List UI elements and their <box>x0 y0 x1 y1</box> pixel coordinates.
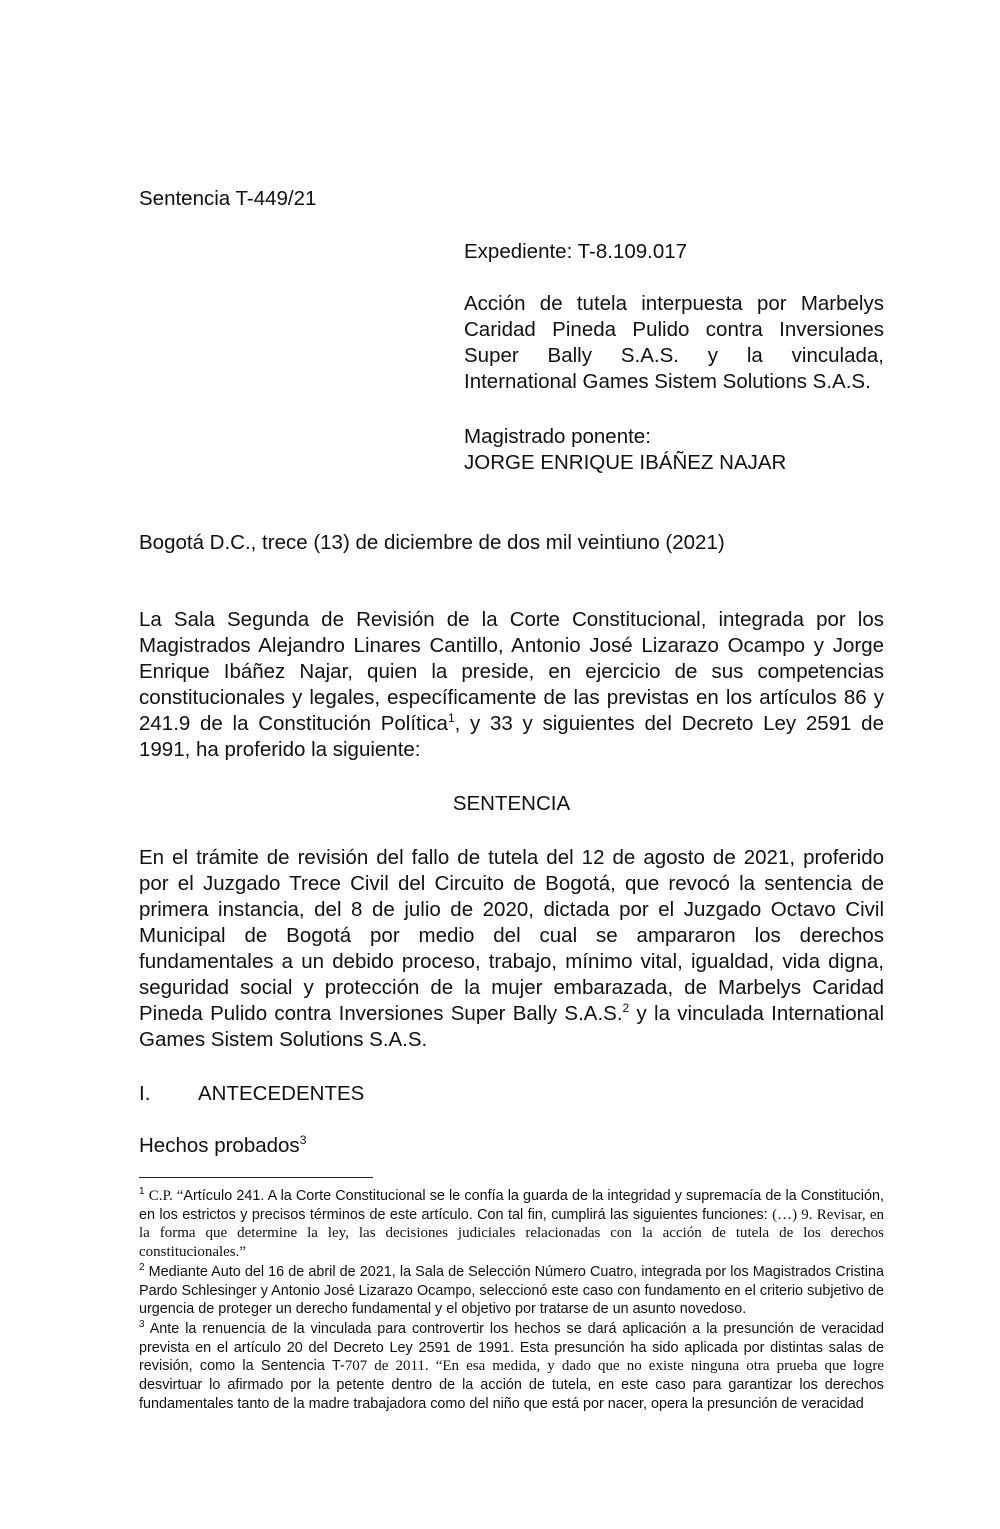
footnote-1-text-b: (…) 9. Revisar, en la forma que determine la ley, las decisiones judiciales relacionadas con la acción de tutela de los derechos constitucionales.” <box>139 1206 885 1261</box>
footnote-3-number: 3 <box>139 1319 145 1331</box>
footnote-ref-2: 2 <box>622 1001 630 1016</box>
footnote-3 <box>139 1320 884 1414</box>
intro-text-b: , y 33 y siguientes del Decreto Ley 2591 de 1991, ha proferido la siguiente: <box>139 712 884 761</box>
magistrado-label: Magistrado ponente: <box>464 425 651 448</box>
tramite-text-a: En el trámite de revisión del fallo de tutela del 12 de agosto de 2021, proferido por el Juzgado Trece Civil del Circuito de Bogotá, que revocó la sentencia de primera instancia, del 8 de julio de 2020, dictada por el Juzgado Octavo Civil Municipal de Bogotá por medio del cual se ampararon los derechos fundamentales a un debido proceso, trabajo, mínimo vital, igualdad, vida digna, seguridad social y protección de la mujer embarazada, de Marbelys Caridad Pineda Pulido contra Inversiones Super Bally S.A.S. <box>139 846 884 1025</box>
intro-text-a: La Sala Segunda de Revisión de la Corte Constitucional, integrada por los Magistrados Alejandro Linares Cantillo, Antonio José Lizarazo Ocampo y Jorge Enrique Ibáñez Najar, quien la preside, en ejercicio de sus competencias constitucionales y legales, específicamente de las previstas en los artículos 86 y 241.9 de la Constitución Política <box>139 608 884 735</box>
section-number: I. <box>139 1082 151 1105</box>
footnote-ref-1: 1 <box>447 711 455 726</box>
subsection-title <box>139 1133 306 1159</box>
footnote-1-lead: C.P. “ <box>148 1188 184 1204</box>
magistrado-name: JORGE ENRIQUE IBÁÑEZ NAJAR <box>464 451 787 474</box>
footnote-ref-3: 3 <box>299 1133 307 1148</box>
footnote-1-number: 1 <box>139 1186 145 1198</box>
subsection-title-text: Hechos probados <box>139 1134 300 1157</box>
section-title: ANTECEDENTES <box>198 1082 365 1105</box>
footnote-3-text-b: 707 de 2011. “En esa medida, y dado que no existe ninguna otra prueba que logre <box>344 1358 884 1375</box>
tramite-text-b: y la vinculada International Games Sistem Solutions S.A.S. <box>139 1002 884 1051</box>
footnote-separator <box>139 1177 373 1178</box>
footnote-2-text: Mediante Auto del 16 de abril de 2021, la Sala de Selección Número Cuatro, integrada por los Magistrados Cristina Pardo Schlesinger y Antonio José Lizarazo Ocampo, seleccionó este caso con fundamento en el criterio subjetivo de urgencia de proteger un derecho fundamental y el objetivo por tratarse de un asunto novedoso. <box>139 1264 884 1318</box>
sentencia-heading: SENTENCIA <box>452 792 571 815</box>
tramite-paragraph <box>139 845 884 1053</box>
accion-description: Acción de tutela interpuesta por Marbelys Caridad Pineda Pulido contra Inversiones Super Bally S.A.S. y la vinculada, International Games Sistem Solutions S.A.S. <box>464 292 884 393</box>
footnote-1-text-a: Artículo 241. A la Corte Constitucional se le confía la guarda de la integridad y supremacía de la Constitución, en los estrictos y precisos términos de este artículo. Con tal fin, cumplirá las siguientes funciones: <box>139 1188 884 1223</box>
document-title: Sentencia T-449/21 <box>139 187 317 210</box>
intro-paragraph <box>139 607 884 763</box>
expediente-number: Expediente: T-8.109.017 <box>464 240 688 263</box>
footnote-3-text-a: Ante la renuencia de la vinculada para controvertir los hechos se dará aplicación a la presunción de veracidad prevista en el artículo 20 del Decreto Ley 2591 de 1991. Esta presunción ha sido aplicada por distintas salas de revisión, como la Sentencia T- <box>139 1321 884 1375</box>
footnote-2 <box>139 1263 884 1319</box>
date-line: Bogotá D.C., trece (13) de diciembre de dos mil veintiuno (2021) <box>139 531 725 554</box>
footnote-3-text-c: desvirtuar lo afirmado por la petente dentro de la acción de tutela, en este caso para garantizar los derechos fundamentales tanto de la madre trabajadora como del niño que está por nacer, opera la presunción de veracidad <box>139 1377 884 1412</box>
footnote-1 <box>139 1187 884 1262</box>
footnote-2-number: 2 <box>139 1262 145 1274</box>
